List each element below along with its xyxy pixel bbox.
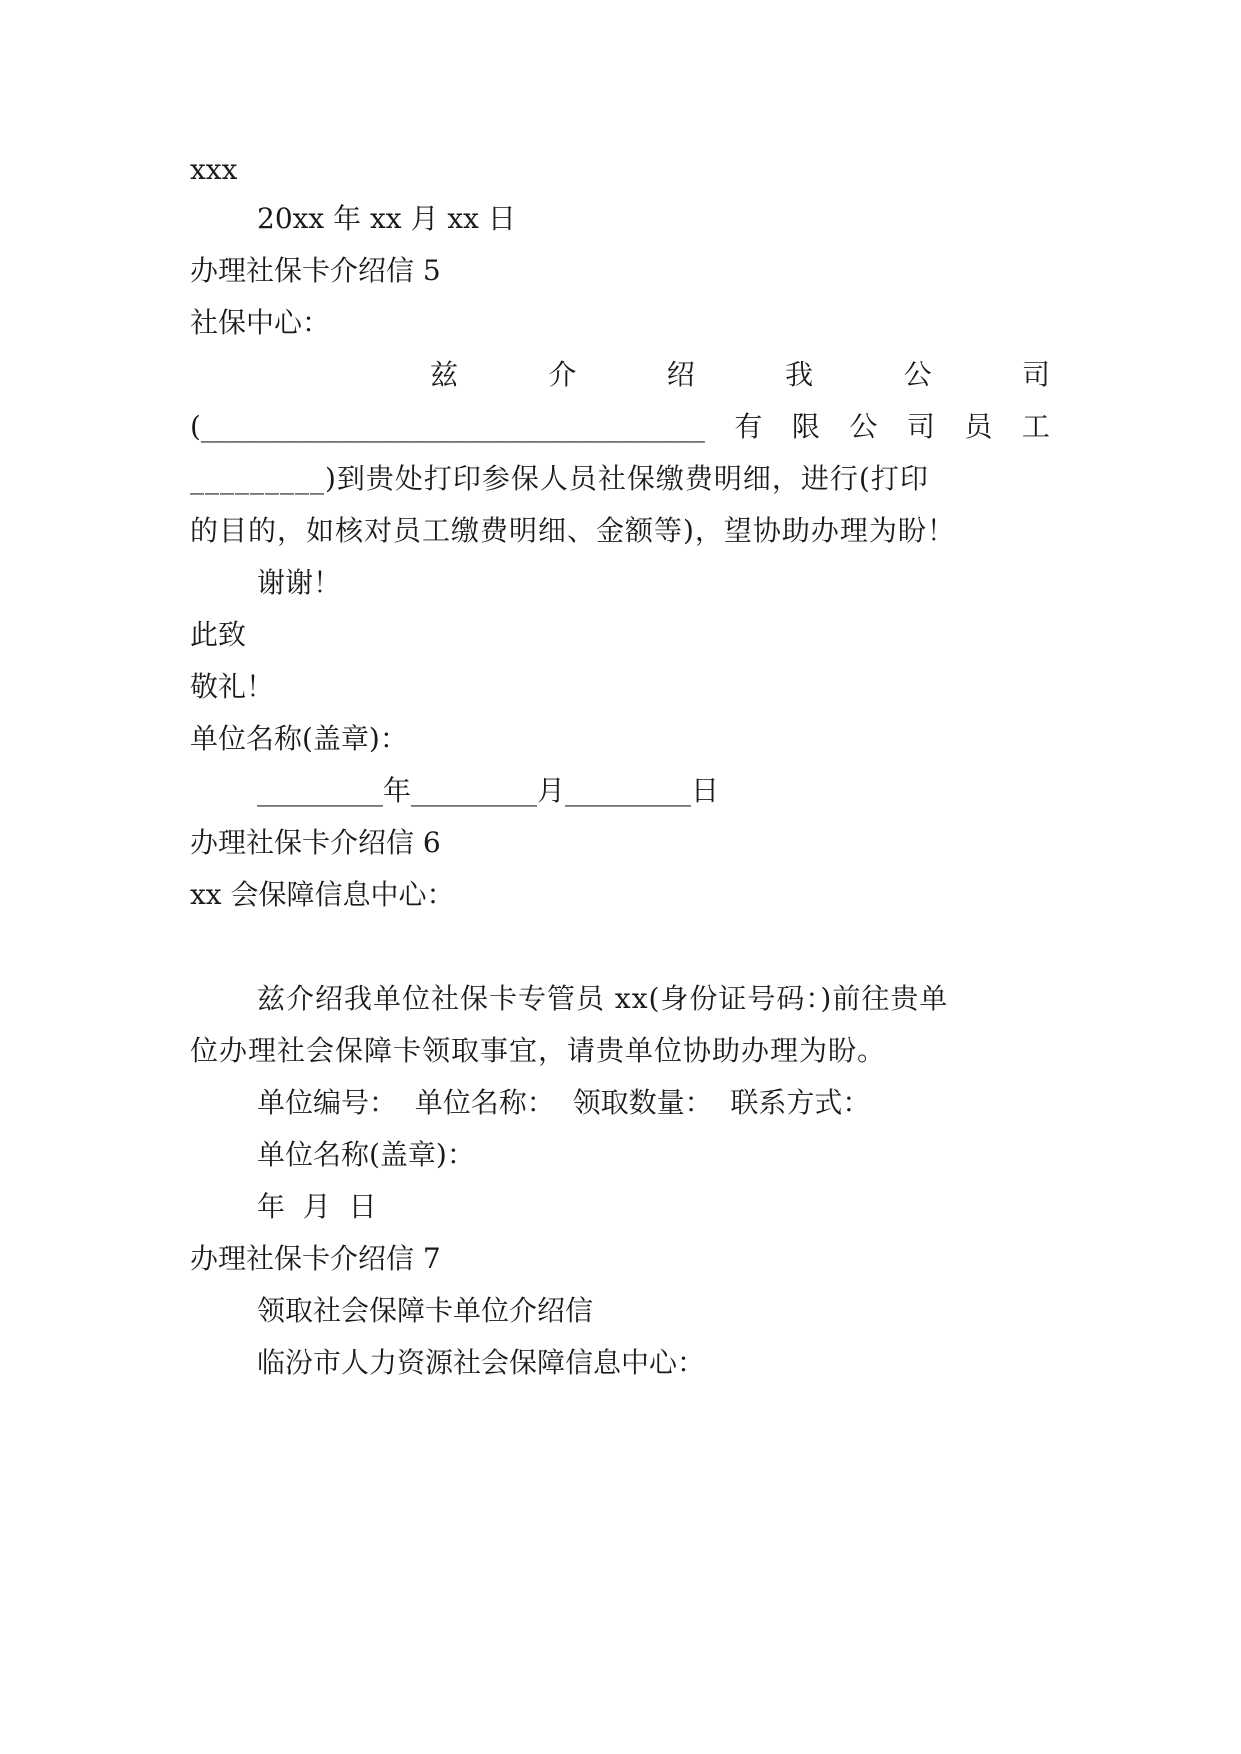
intro-char: 介: [548, 358, 577, 391]
company-char: 公: [849, 410, 878, 443]
intro-char: 兹: [430, 358, 459, 391]
recipient: 临汾市人力资源社会保障信息中心：: [257, 1346, 706, 1379]
intro-char: 绍: [666, 358, 695, 391]
section-title-6: 办理社保卡介绍信 6: [190, 826, 441, 859]
date-blank-line: _________年_________月_________日: [257, 774, 720, 807]
intro-char: 公: [903, 358, 932, 391]
letter-title: 领取社会保障卡单位介绍信: [257, 1294, 594, 1327]
company-char: 工: [1021, 410, 1050, 443]
date-line: 20xx 年 xx 月 xx 日: [257, 202, 516, 235]
company-line: [190, 407, 1050, 447]
company-char: 员: [964, 410, 993, 443]
company-char: 司: [906, 410, 935, 443]
body-line: 位办理社会保障卡领取事宜，请贵单位协助办理为盼。: [190, 1034, 887, 1067]
unit-name-seal: 单位名称(盖章)：: [190, 722, 408, 755]
unit-name-seal: 单位名称(盖章)：: [257, 1138, 475, 1171]
thanks: 谢谢！: [257, 566, 342, 599]
section-title-5: 办理社保卡介绍信 5: [190, 254, 441, 287]
company-char: 有: [734, 410, 763, 443]
company-char: 限: [791, 410, 820, 443]
info-fields: 单位编号： 单位名称： 领取数量： 联系方式：: [257, 1086, 871, 1119]
regards: 敬礼！: [190, 670, 275, 703]
body-line: 的目的，如核对员工缴费明细、金额等)，望协助办理为盼！: [190, 514, 956, 547]
intro-char: 我: [785, 358, 814, 391]
intro-char: 司: [1021, 358, 1050, 391]
intro-line: [190, 355, 1050, 395]
body-line: _________)到贵处打印参保人员社保缴费明细，进行(打印: [190, 462, 929, 495]
company-blank: (____________________________________: [190, 410, 705, 443]
section-title-7: 办理社保卡介绍信 7: [190, 1242, 441, 1275]
body-line: 兹介绍我单位社保卡专管员 xx(身份证号码：)前往贵单: [257, 982, 949, 1015]
salutation: 此致: [190, 618, 247, 651]
recipient: 社保中心：: [190, 306, 331, 339]
recipient: xx 会保障信息中心：: [190, 878, 455, 911]
date-line: 年 月 日: [257, 1190, 377, 1223]
closing-placeholder: xxx: [190, 153, 238, 186]
